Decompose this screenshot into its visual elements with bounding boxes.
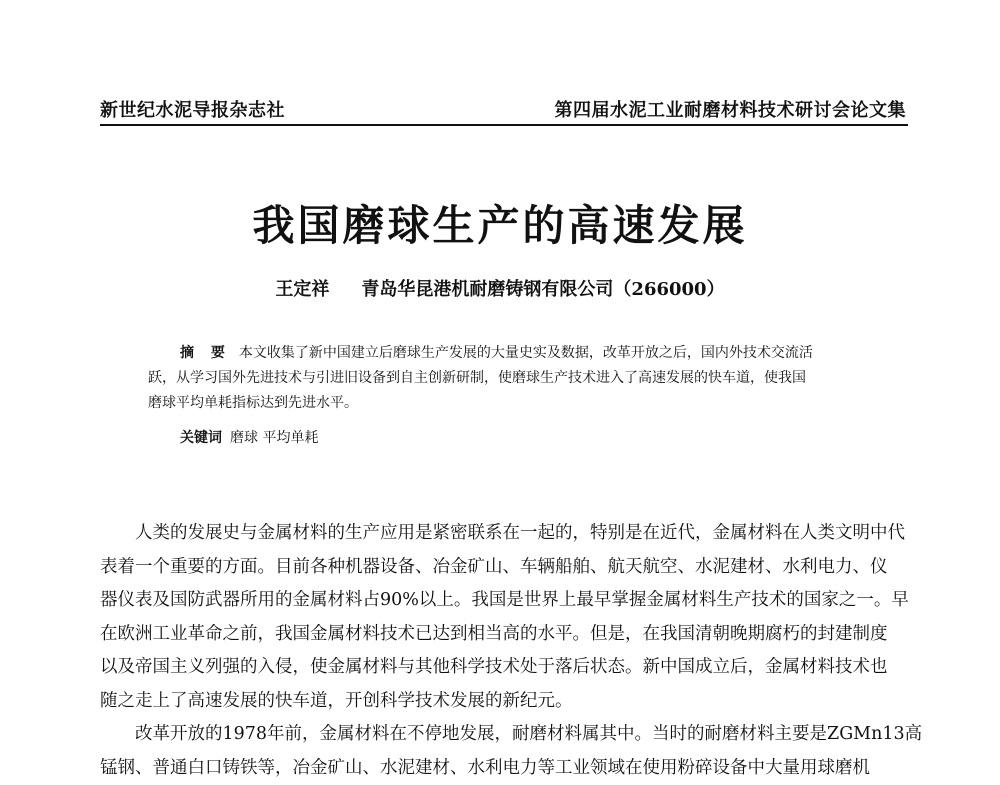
paragraph-line: 人类的发展史与金属材料的生产应用是紧密联系在一起的，特别是在近代，金属材料在人类文明中代 <box>135 523 905 543</box>
abstract <box>148 341 868 416</box>
abstract-line: 磨球平均单耗指标达到先进水平。 <box>148 395 358 411</box>
paragraph-line: 器仪表及国防武器所用的金属材料占90%以上。我国是世界上最早掌握金属材料生产技术的国家之一。早 <box>100 590 909 610</box>
paragraph-line: 以及帝国主义列强的入侵，使金属材料与其他科学技术处于落后状态。新中国成立后，金属材料技术也 <box>100 657 888 677</box>
paragraph-line: 锰钢、普通白口铸铁等，冶金矿山、水泥建材、水利电力等工业领域在使用粉碎设备中大量用球磨机 <box>100 757 870 778</box>
journal-publisher: 新世纪水泥导报杂志社 <box>100 100 285 121</box>
paragraph-line: 在欧洲工业革命之前，我国金属材料技术已达到相当高的水平。但是，在我国清朝晚期腐朽的封建制度 <box>100 623 888 644</box>
header-divider <box>100 124 908 126</box>
article-title: 我国磨球生产的高速发展 <box>252 201 748 250</box>
abstract-line <box>148 341 868 366</box>
abstract-text: 本文收集了新中国建立后磨球生产发展的大量史实及数据，改革开放之后，国内外技术交流活 <box>238 345 813 361</box>
body-text <box>100 517 923 778</box>
abstract-label: 摘 要 <box>180 345 231 361</box>
keywords-label: 关键词 <box>180 430 222 446</box>
author-affiliation: 青岛华昆港机耐磨铸钢有限公司（266000） <box>361 279 725 300</box>
abstract-line: 跃，从学习国外先进技术与引进旧设备到自主创新研制，使磨球生产技术进入了高速发展的快车道，使我国 <box>148 370 806 386</box>
paragraph-line: 改革开放的1978年前，金属材料在不停地发展，耐磨材料属其中。当时的耐磨材料主要是ZGMn13高 <box>135 724 923 744</box>
paragraph-line: 表着一个重要的方面。目前各种机器设备、冶金矿山、车辆船舶、航天航空、水泥建材、水利电力、仪 <box>100 556 888 577</box>
author-name: 王定祥 <box>275 279 330 300</box>
proceedings-title: 第四届水泥工业耐磨材料技术研讨会论文集 <box>554 100 906 121</box>
byline <box>0 275 1000 301</box>
keywords-text: 磨球 平均单耗 <box>230 430 319 446</box>
keywords <box>180 427 318 447</box>
paragraph-line: 随之走上了高速发展的快车道，开创科学技术发展的新纪元。 <box>100 690 573 711</box>
